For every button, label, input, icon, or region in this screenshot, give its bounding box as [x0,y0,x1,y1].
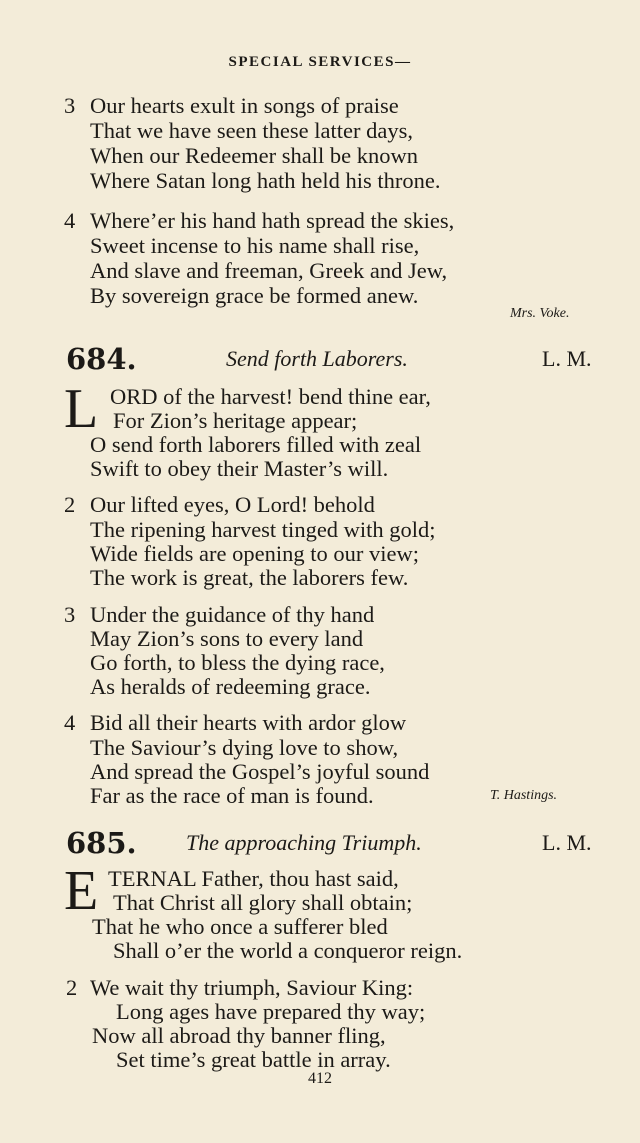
verse-line: That he who once a sufferer bled [92,914,388,939]
stanza-number: 4 [64,710,76,735]
verse-line: Now all abroad thy banner fling, [92,1023,386,1048]
page-number: 412 [308,1070,332,1087]
verse-line: By sovereign grace be formed anew. [90,283,419,308]
stanza-number: 4 [64,208,76,233]
verse-line: Our lifted eyes, O Lord! behold [90,492,375,517]
verse-line: Go forth, to bless the dying race, [90,650,385,675]
stanza-number: 2 [66,975,78,1000]
hymn-title: The approaching Triumph. [186,830,422,855]
verse-line: For Zion’s heritage appear; [113,408,358,433]
verse-line: When our Redeemer shall be known [90,143,419,168]
verse-line: ORD of the harvest! bend thine ear, [110,384,431,409]
hymn-number: 685. [66,826,137,860]
verse-line: O send forth laborers filled with zeal [90,432,422,457]
running-header: SPECIAL SERVICES— [228,54,412,70]
verse-line: Under the guidance of thy hand [90,602,375,627]
verse-line: Swift to obey their Master’s will. [90,456,389,481]
verse-line: That we have seen these latter days, [90,118,413,143]
verse-line: Wide fields are opening to our view; [90,541,419,566]
verse-line: The work is great, the laborers few. [90,565,409,590]
verse-line: Long ages have prepared thy way; [116,999,426,1024]
drop-cap: E [64,860,99,922]
verse-line: The ripening harvest tinged with gold; [90,517,436,542]
hymn-title: Send forth Laborers. [226,346,408,371]
stanza-number: 2 [64,492,76,517]
hymn-meter: L. M. [542,346,592,371]
verse-line: Bid all their hearts with ardor glow [90,710,407,735]
hymn-684-heading [0,342,640,376]
hymn-684-attribution: T. Hastings. [490,788,558,803]
stanza-number: 3 [64,602,76,627]
verse-line: Our hearts exult in songs of praise [90,93,399,118]
verse-line: Far as the race of man is found. [90,783,374,808]
verse-line: We wait thy triumph, Saviour King: [90,975,414,1000]
prev-hymn-attribution: Mrs. Voke. [510,306,570,321]
verse-line: And slave and freeman, Greek and Jew, [90,258,448,283]
stanza-number: 3 [64,93,76,118]
verse-line: Where’er his hand hath spread the skies, [90,208,455,233]
verse-line: The Saviour’s dying love to show, [90,735,399,760]
verse-line: TERNAL Father, thou hast said, [108,866,399,891]
verse-line: May Zion’s sons to every land [90,626,364,651]
verse-line: And spread the Gospel’s joyful sound [90,759,430,784]
verse-line: Sweet incense to his name shall rise, [90,233,420,258]
verse-line: Set time’s great battle in array. [116,1047,391,1072]
drop-cap: L [64,378,99,440]
hymn-number: 684. [66,342,137,376]
verse-line: Where Satan long hath held his throne. [90,168,441,193]
hymn-685-heading [0,826,640,860]
hymn-meter: L. M. [542,830,592,855]
verse-line: Shall o’er the world a conqueror reign. [113,938,463,963]
verse-line: That Christ all glory shall obtain; [113,890,413,915]
verse-line: As heralds of redeeming grace. [90,674,371,699]
